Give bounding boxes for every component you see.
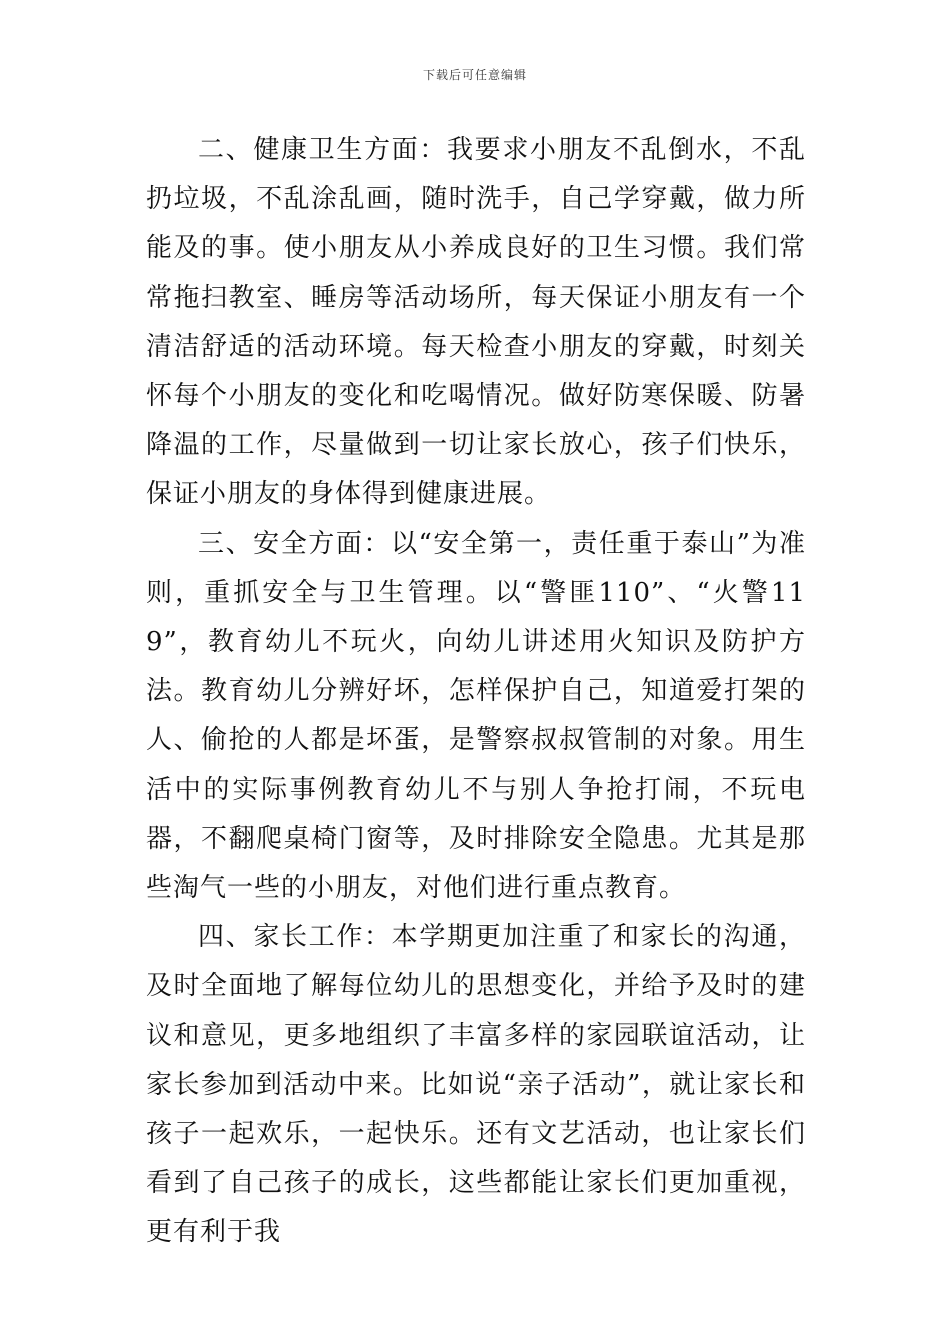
paragraph-safety: 三、安全方面：以“安全第一，责任重于泰山”为准则，重抓安全与卫生管理。以“警匪110”、“火警119”，教育幼儿不玩火，向幼儿讲述用火知识及防护方法。教育幼儿分辨好坏，怎样保护自己，知道爱打架的人、偷抢的人都是坏蛋，是警察叔叔管制的对象。用生活中的实际事例教育幼儿不与别人争抢打闹，不玩电器，不翻爬桌椅门窗等，及时排除安全隐患。尤其是那些淘气一些的小朋友，对他们进行重点教育。 [146,528,806,904]
paragraph-health-hygiene: 二、健康卫生方面：我要求小朋友不乱倒水，不乱扔垃圾，不乱涂乱画，随时洗手，自己学穿戴，做力所能及的事。使小朋友从小养成良好的卫生习惯。我们常常拖扫教室、睡房等活动场所，每天保证小朋友有一个清洁舒适的活动环境。每天检查小朋友的穿戴，时刻关怀每个小朋友的变化和吃喝情况。做好防寒保暖、防暑降温的工作，尽量做到一切让家长放心，孩子们快乐，保证小朋友的身体得到健康进展。 [146,135,806,510]
document-body [146,126,806,1258]
page-header: 下载后可任意编辑 [422,68,527,82]
paragraph-parent-work: 四、家长工作：本学期更加注重了和家长的沟通，及时全面地了解每位幼儿的思想变化，并给予及时的建议和意见，更多地组织了丰富多样的家园联谊活动，让家长参加到活动中来。比如说“亲子活动”，就让家长和孩子一起欢乐，一起快乐。还有文艺活动，也让家长们看到了自己孩子的成长，这些都能让家长们更加重视，更有利于我 [146,922,806,1248]
